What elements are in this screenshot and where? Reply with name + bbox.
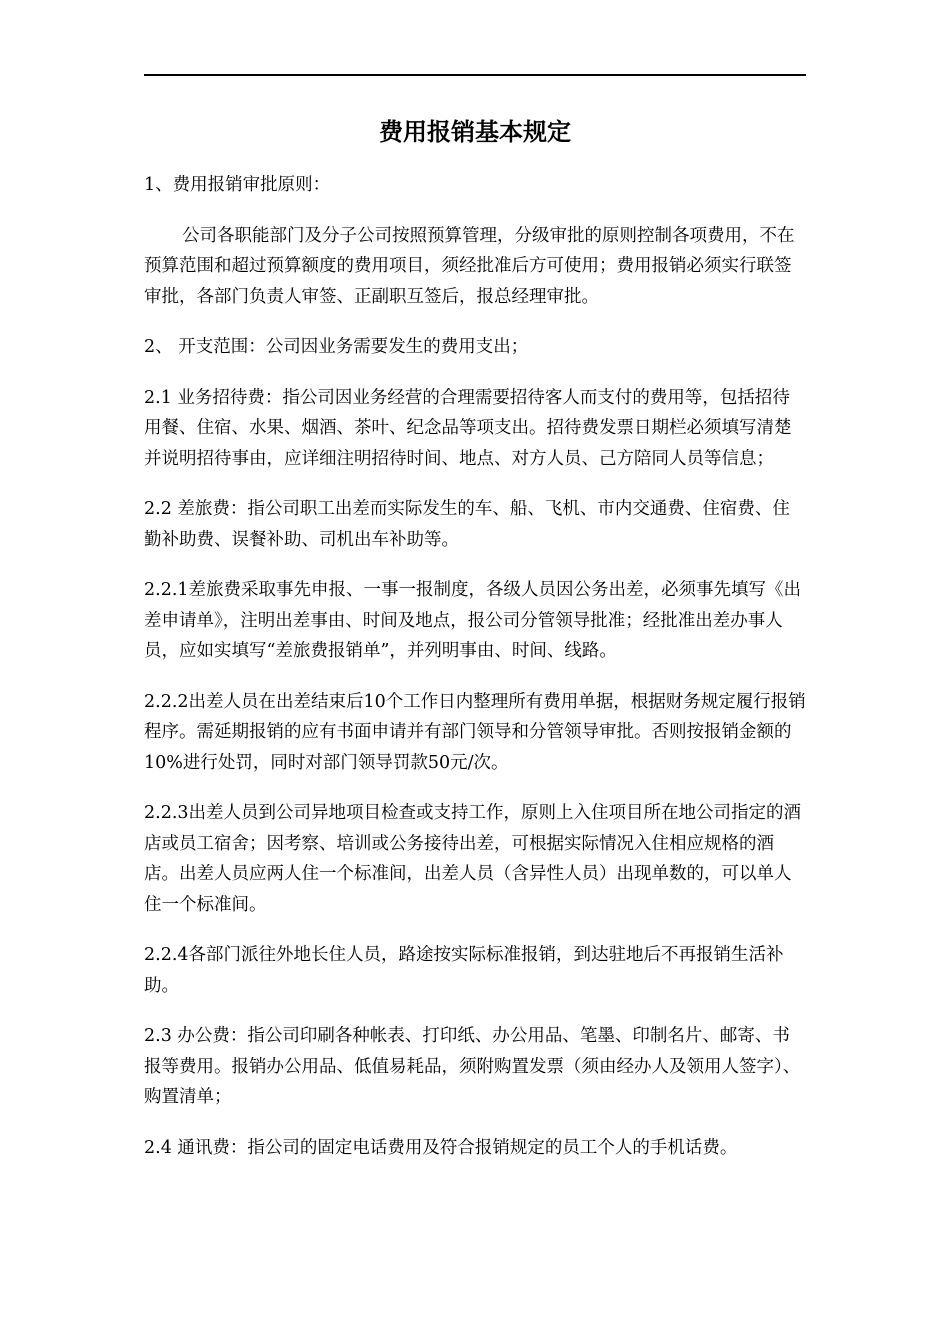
paragraph-2-2: 2.2 差旅费：指公司职工出差而实际发生的车、船、飞机、市内交通费、住宿费、住勤补助费、误餐补助、司机出车补助等。 bbox=[144, 499, 790, 550]
paragraph-2-2-2: 2.2.2出差人员在出差结束后10个工作日内整理所有费用单据，根据财务规定履行报销程序。需延期报销的应有书面申请并有部门领导和分管领导审批。否则按报销金额的10%进行处罚，同时对部门领导罚款50元/次。 bbox=[144, 691, 806, 773]
section-heading-1: 1、费用报销审批原则： bbox=[144, 175, 331, 195]
paragraph-2-2-1: 2.2.1差旅费采取事先申报、一事一报制度，各级人员因公务出差，必须事先填写《出差申请单》，注明出差事由、时间及地点，报公司分管领导批准；经批准出差办事人员，应如实填写“差旅费报销单”，并列明事由、时间、线路。 bbox=[144, 580, 802, 661]
paragraph-2-1: 2.1 业务招待费：指公司因业务经营的合理需要招待客人而支付的费用等，包括招待用餐、住宿、水果、烟酒、茶叶、纪念品等项支出。招待费发票日期栏必须填写清楚并说明招待事由，应详细注明招待时间、地点、对方人员、己方陪同人员等信息； bbox=[144, 387, 792, 469]
paragraph-approval-principle: 公司各职能部门及分子公司按照预算管理，分级审批的原则控制各项费用，不在预算范围和超过预算额度的费用项目，须经批准后方可使用；费用报销必须实行联签审批，各部门负责人审签、正副职互签后，报总经理审批。 bbox=[144, 225, 795, 307]
section-heading-2: 2、 开支范围：公司因业务需要发生的费用支出； bbox=[144, 337, 529, 357]
document-body bbox=[144, 170, 806, 1183]
header-rule bbox=[144, 74, 806, 76]
paragraph-2-2-4: 2.2.4各部门派往外地长住人员，路途按实际标准报销，到达驻地后不再报销生活补助。 bbox=[144, 945, 784, 996]
paragraph-2-3: 2.3 办公费：指公司印刷各种帐表、打印纸、办公用品、笔墨、印制名片、邮寄、书报等费用。报销办公用品、低值易耗品，须附购置发票（须由经办人及领用人签字）、购置清单； bbox=[144, 1026, 801, 1107]
paragraph-2-2-3: 2.2.3出差人员到公司异地项目检查或支持工作，原则上入住项目所在地公司指定的酒店或员工宿舍；因考察、培训或公务接待出差，可根据实际情况入住相应规格的酒店。出差人员应两人住一个标准间，出差人员（含异性人员）出现单数的，可以单人住一个标准间。 bbox=[144, 803, 802, 915]
document-title: 费用报销基本规定 bbox=[379, 117, 571, 146]
paragraph-2-4: 2.4 通讯费：指公司的固定电话费用及符合报销规定的员工个人的手机话费。 bbox=[144, 1137, 738, 1158]
